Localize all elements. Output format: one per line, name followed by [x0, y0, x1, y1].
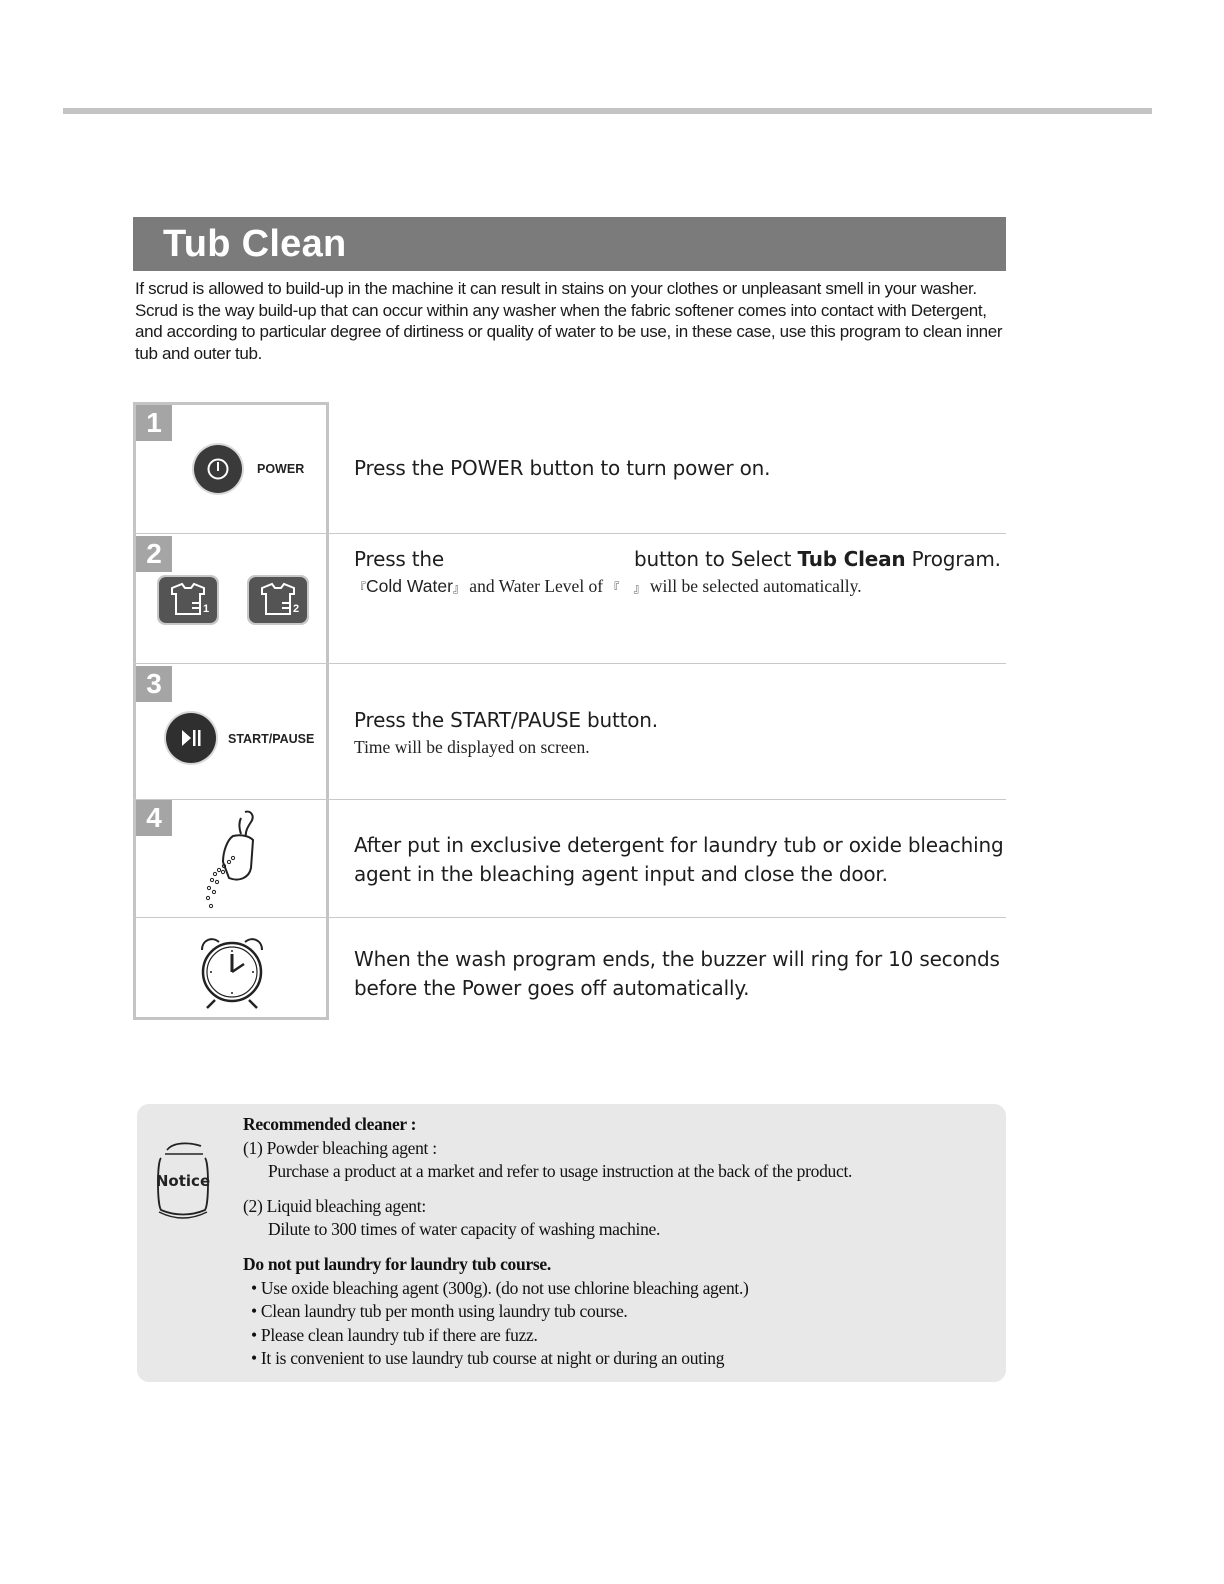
section-title-bar: [133, 217, 1006, 271]
wash-program-2-icon[interactable]: [246, 574, 310, 626]
notice-item-2-title: (2) Liquid bleaching agent:: [243, 1196, 426, 1216]
step-5-line-1: When the wash program ends, the buzzer will ring for 10 seconds: [354, 947, 1000, 971]
notice-item-1-text: Purchase a product at a market and refer to usage instruction at the back of the product.: [268, 1161, 853, 1181]
notice-bullet: • It is convenient to use laundry tub course at night or during an outing: [251, 1348, 725, 1368]
notice-bullet-text: Please clean laundry tub if there are fuzz.: [260, 1325, 538, 1345]
notice-bullet: • Use oxide bleaching agent (300g). (do not use chlorine bleaching agent.): [251, 1278, 749, 1298]
bracket-close: 』: [452, 581, 465, 595]
notice-bullet-text: It is convenient to use laundry tub course at night or during an outing: [260, 1348, 725, 1368]
notice-icon: [155, 1140, 211, 1220]
step-5-line-2: before the Power goes off automatically.: [354, 976, 750, 1000]
step-1-text: Press the POWER button to turn power on.: [354, 456, 771, 480]
row-divider: [133, 663, 1006, 664]
cold-water-label: Cold Water: [366, 576, 453, 596]
notice-bullet: • Clean laundry tub per month using laundry tub course.: [251, 1301, 628, 1321]
top-divider: [63, 108, 1152, 114]
page-title: Tub Clean: [163, 223, 347, 265]
alarm-clock-icon: [197, 934, 267, 1010]
start-pause-button-icon[interactable]: [162, 710, 220, 766]
notice-icon-label: Notice: [155, 1172, 211, 1190]
notice-bullet: • Please clean laundry tub if there are fuzz.: [251, 1325, 538, 1345]
steps-table: [133, 402, 1006, 1022]
step-number-4: 4: [136, 800, 172, 836]
notice-box: [137, 1104, 1006, 1382]
power-button-icon[interactable]: [190, 442, 246, 496]
notice-bullet-text: Clean laundry tub per month using laundry tub course.: [260, 1301, 628, 1321]
step-number-2: 2: [136, 536, 172, 572]
bracket-open-2: 『: [607, 581, 620, 595]
step-4-line-2: agent in the bleaching agent input and close the door.: [354, 862, 888, 886]
step-number-1: 1: [136, 405, 172, 441]
bracket-open: 『: [354, 581, 367, 595]
power-button-label: POWER: [257, 462, 305, 476]
step-2-text: [354, 545, 1001, 574]
step-2-program-name: Tub Clean: [797, 547, 906, 571]
program-2-digit: 2: [293, 603, 300, 615]
detergent-scoop-icon: [199, 808, 261, 912]
step-2-text-before: Press the: [354, 547, 445, 571]
step-3-text: Press the START/PAUSE button.: [354, 708, 658, 732]
step-2-subtext: [354, 576, 862, 597]
bracket-close-2: 』: [633, 581, 646, 595]
wash-program-1-icon[interactable]: [156, 574, 220, 626]
row-divider: [133, 799, 1006, 800]
program-1-digit: 1: [203, 603, 210, 615]
step-3-subtext: Time will be displayed on screen.: [354, 737, 590, 757]
notice-warning: Do not put laundry for laundry tub course.: [243, 1254, 551, 1274]
row-divider: [133, 533, 1006, 534]
step-2-sub-end: will be selected automatically.: [645, 576, 862, 596]
step-2-text-end: Program.: [911, 547, 1001, 571]
start-pause-label: START/PAUSE: [228, 732, 315, 746]
step-5-text: [354, 945, 1000, 1003]
row-divider: [133, 917, 1006, 918]
step-number-3: 3: [136, 666, 172, 702]
step-4-line-1: After put in exclusive detergent for laundry tub or oxide bleaching: [354, 833, 1004, 857]
step-4-text: [354, 831, 1003, 889]
notice-item-1-title: (1) Powder bleaching agent :: [243, 1138, 437, 1158]
step-2-sub-middle: and Water Level of: [464, 576, 608, 596]
notice-bullet-text: Use oxide bleaching agent (300g). (do not use chlorine bleaching agent.): [260, 1278, 749, 1298]
notice-item-2-text: Dilute to 300 times of water capacity of washing machine.: [268, 1219, 661, 1239]
notice-heading: Recommended cleaner :: [243, 1114, 417, 1134]
intro-paragraph: If scrud is allowed to build-up in the machine it can result in stains on your clothes or unpleasant smell in your washer. Scrud is the way build-up that can occur within any washer when the fabric softener comes into contact with Detergent, and according to particular degree of dirtiness or quality of water to be use, in these case, use this program to clean inner tub and outer tub.: [135, 279, 1003, 363]
step-2-text-after: button to Select: [634, 547, 792, 571]
